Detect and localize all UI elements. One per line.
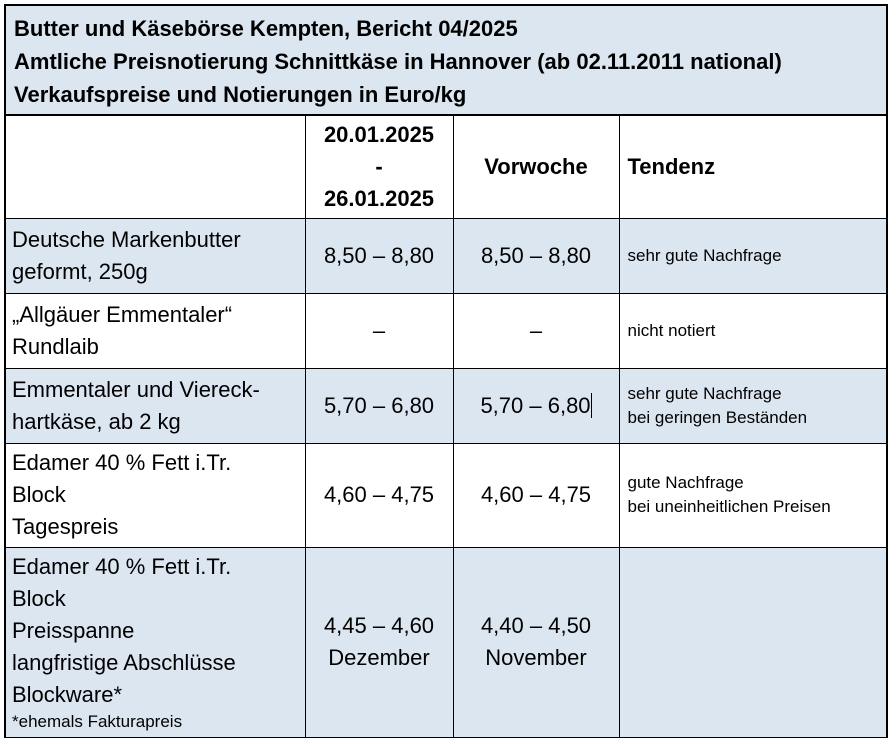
previous-price: 4,60 – 4,75: [453, 443, 619, 547]
report-title: Butter und Käsebörse Kempten, Bericht 04/2025: [14, 16, 518, 41]
price-report: [4, 4, 888, 738]
trend-cell: gute Nachfrage bei uneinheitlichen Preisen: [619, 443, 886, 547]
text-cursor: 5,70 – 6,80: [480, 392, 591, 418]
product-cell: Edamer 40 % Fett i.Tr. Block Preisspanne langfristige Abschlüsse Blockware* *ehemals Fakturapreis: [6, 547, 305, 737]
trend-cell: nicht notiert: [619, 293, 886, 368]
product-cell: Emmentaler und Viereck- hartkäse, ab 2 kg: [6, 368, 305, 443]
current-price: 4,60 – 4,75: [305, 443, 453, 547]
footnote: *ehemals Fakturapreis: [12, 712, 183, 732]
header-trend: Tendenz: [619, 116, 886, 218]
current-price: 5,70 – 6,80: [305, 368, 453, 443]
previous-price: [453, 368, 619, 443]
table-row: [6, 368, 886, 443]
current-price: 8,50 – 8,80: [305, 218, 453, 293]
current-price: 4,45 – 4,60 Dezember: [305, 547, 453, 737]
current-price: –: [305, 293, 453, 368]
table-header-row: [6, 116, 886, 218]
header-current-week: 20.01.2025 - 26.01.2025: [305, 116, 453, 218]
product-cell: „Allgäuer Emmentaler“ Rundlaib: [6, 293, 305, 368]
table-row: [6, 218, 886, 293]
header-previous-week: Vorwoche: [453, 116, 619, 218]
trend-cell: sehr gute Nachfrage bei geringen Beständen: [619, 368, 886, 443]
previous-price: 4,40 – 4,50 November: [453, 547, 619, 737]
product-cell: Edamer 40 % Fett i.Tr. Block Tagespreis: [6, 443, 305, 547]
report-subtitle: Amtliche Preisnotierung Schnittkäse in Hannover (ab 02.11.2011 national): [14, 49, 782, 74]
report-header: [6, 6, 886, 116]
price-table: [6, 116, 886, 737]
trend-cell: [619, 547, 886, 737]
previous-price: –: [453, 293, 619, 368]
previous-price: 8,50 – 8,80: [453, 218, 619, 293]
table-row: [6, 547, 886, 737]
report-units: Verkaufspreise und Notierungen in Euro/kg: [14, 82, 467, 107]
table-row: [6, 443, 886, 547]
product-cell: Deutsche Markenbutter geformt, 250g: [6, 218, 305, 293]
table-row: [6, 293, 886, 368]
header-product: [6, 116, 305, 218]
trend-cell: sehr gute Nachfrage: [619, 218, 886, 293]
